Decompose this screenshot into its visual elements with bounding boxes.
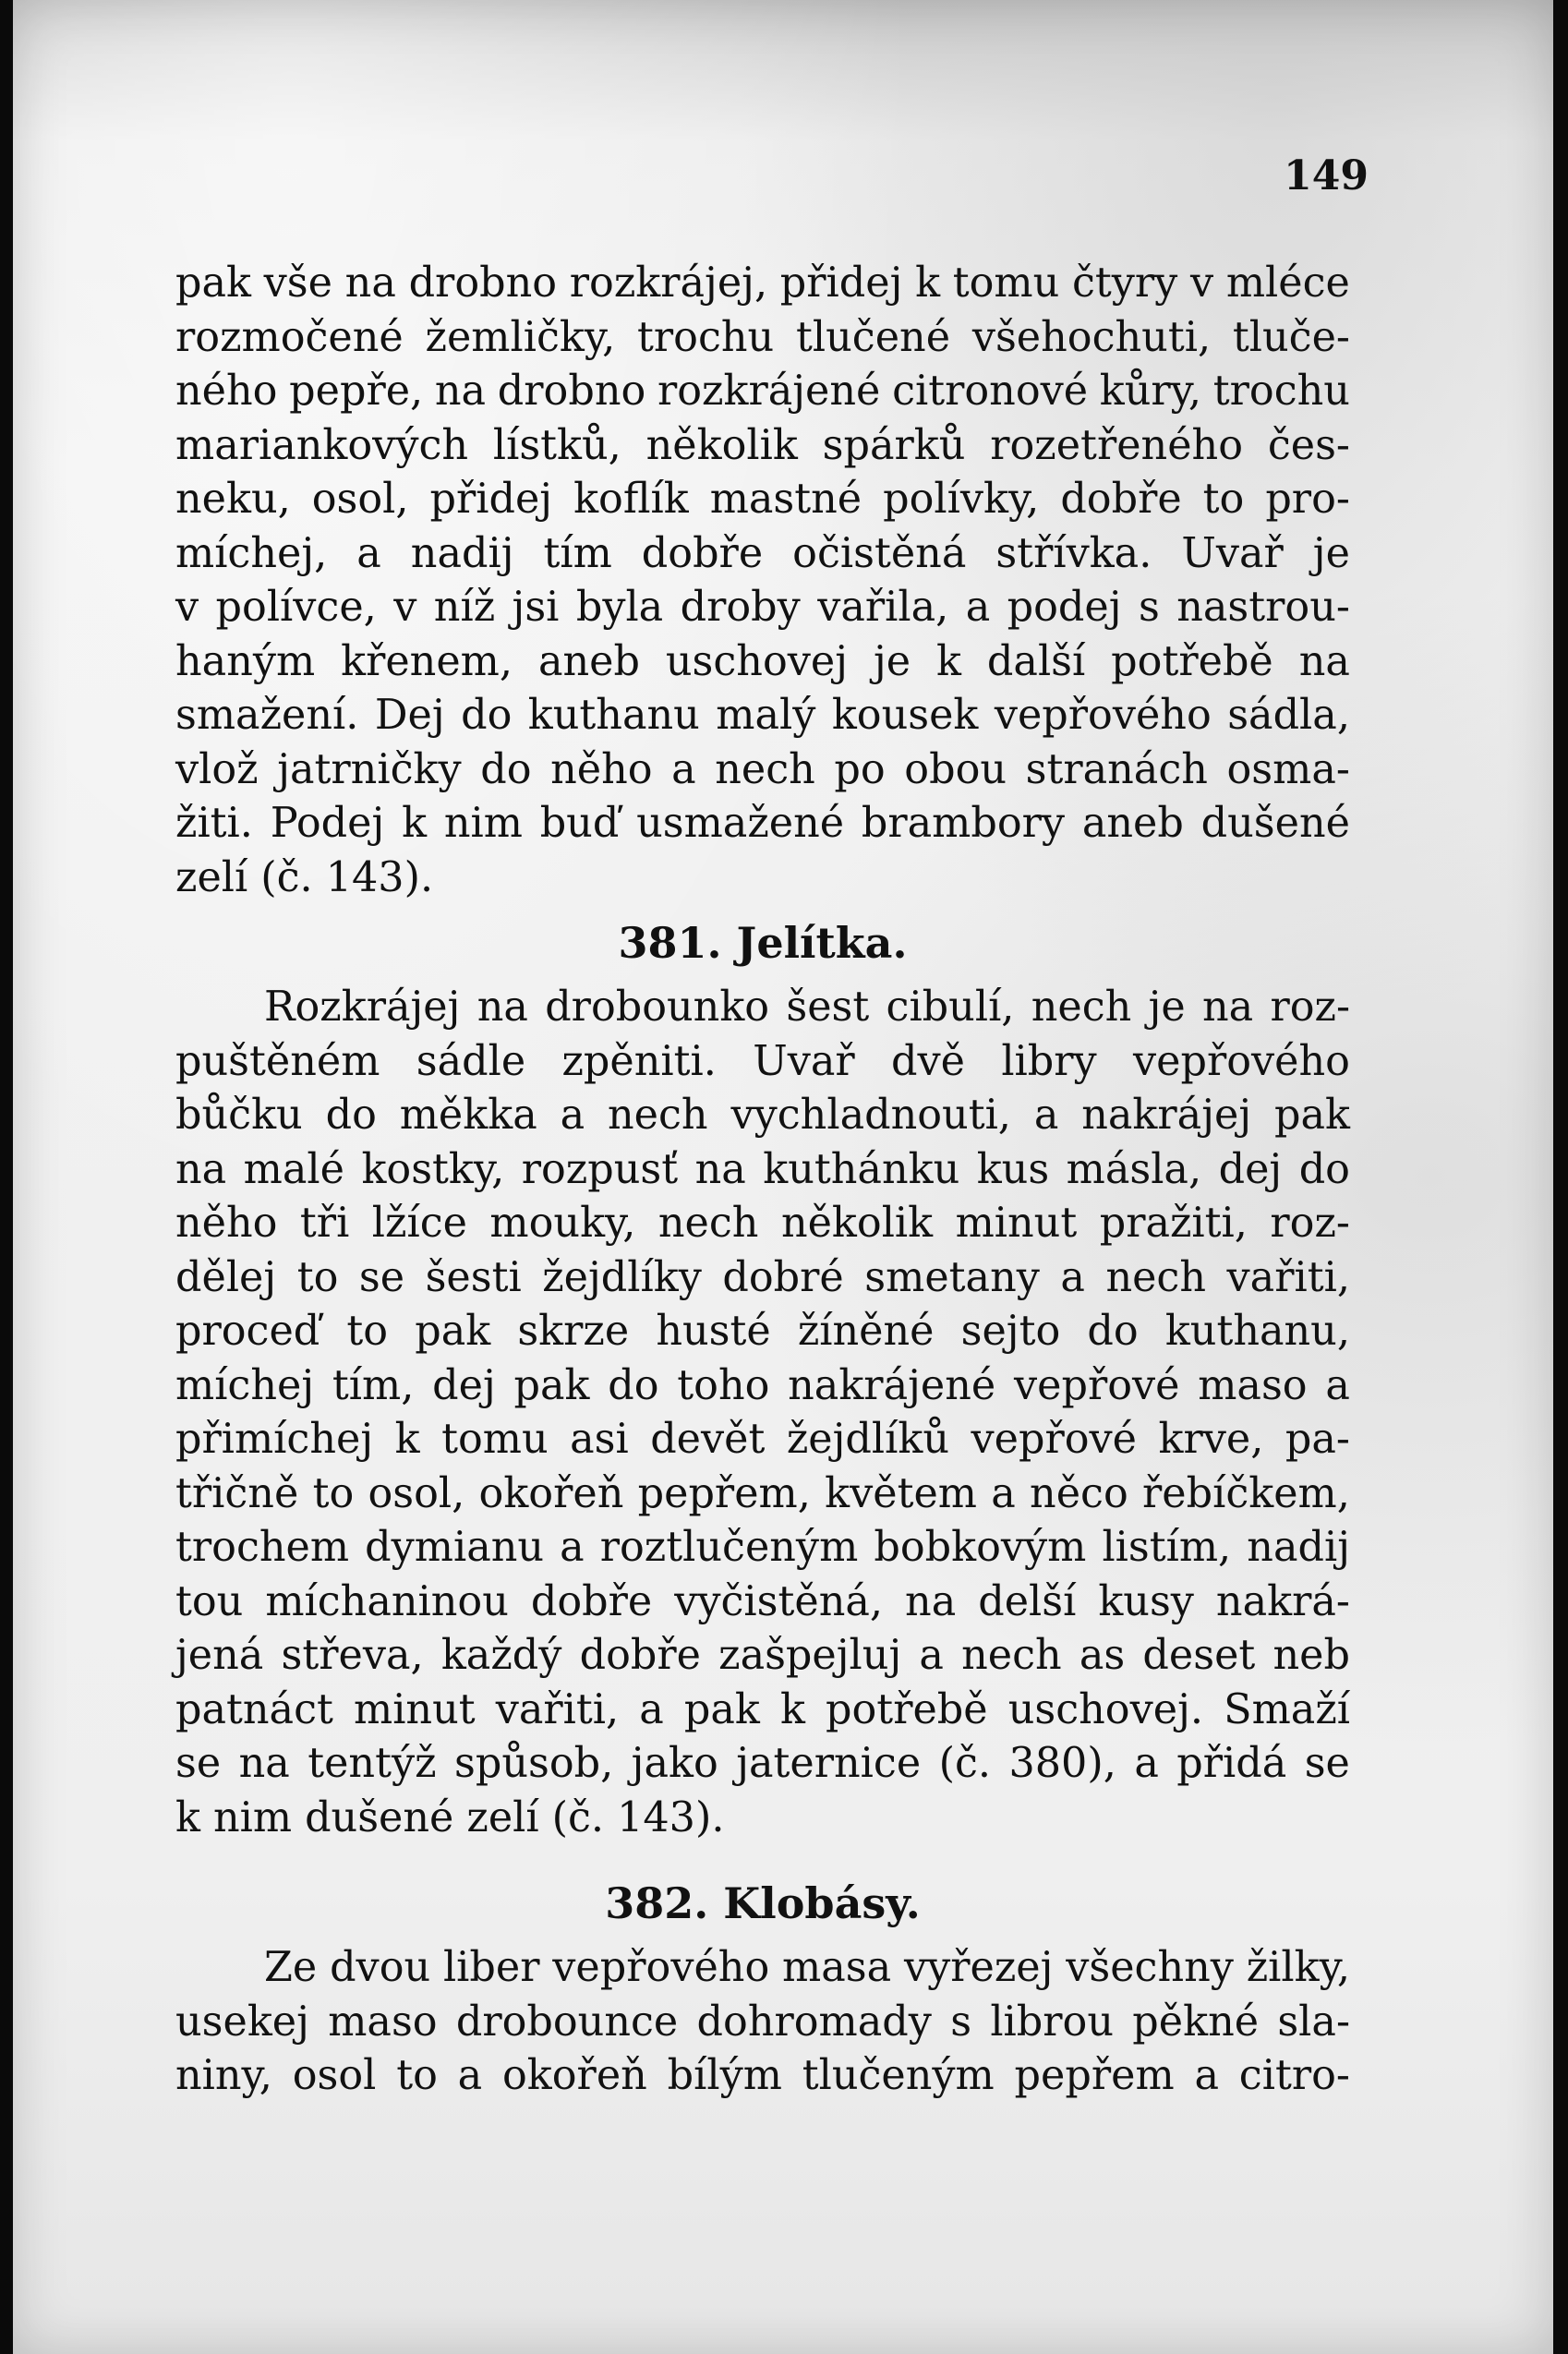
text-line: na malé kostky, rozpusť na kuthánku kus másla, dej do — [175, 1145, 1350, 1193]
section-gap — [175, 1845, 1350, 1865]
text-line: třičně to osol, okořeň pepřem, květem a něco řebíčkem, — [175, 1469, 1350, 1517]
text-line: Ze dvou liber vepřového masa vyřezej všechny žilky, — [264, 1944, 1350, 1991]
section-381-heading: 381. Jelítka. — [618, 918, 908, 968]
book-page — [13, 0, 1553, 2354]
text-line: v polívce, v níž jsi byla droby vařila, a podej s nastrou- — [175, 584, 1350, 631]
text-line: přimíchej k tomu asi devět žejdlíků vepřové krve, pa- — [175, 1416, 1350, 1463]
text-line: něho tři lžíce mouky, nech několik minut pražiti, roz- — [175, 1200, 1350, 1247]
text-line: vlož jatrničky do něho a nech po obou stranách osma- — [175, 745, 1350, 793]
text-line: míchej tím, dej pak do toho nakrájené vepřové maso a — [175, 1361, 1350, 1409]
text-line: rozmočené žemličky, trochu tlučené všehochuti, tluče- — [175, 313, 1350, 361]
text-line: neku, osol, přidej koflík mastné polívky, dobře to pro- — [175, 476, 1350, 523]
text-line: patnáct minut vařiti, a pak k potřebě uschovej. Smaží — [175, 1685, 1350, 1733]
text-line: puštěném sádle zpěniti. Uvař dvě libry vepřového — [175, 1037, 1350, 1085]
text-line: dělej to se šesti žejdlíky dobré smetany a nech vařiti, — [175, 1253, 1350, 1301]
text-line: žiti. Podej k nim buď usmažené brambory aneb dušené — [175, 800, 1350, 847]
text-line: trochem dymianu a roztlučeným bobkovým listím, nadij — [175, 1524, 1350, 1571]
text-line: mariankových lístků, několik spárků rozetřeného čes- — [175, 421, 1350, 469]
text-line: bůčku do měkka a nech vychladnouti, a nakrájej pak — [175, 1092, 1350, 1139]
text-line: jená střeva, každý dobře zašpejluj a nech as deset neb — [175, 1632, 1350, 1679]
text-line: smažení. Dej do kuthanu malý kousek vepřového sádla, — [175, 692, 1350, 739]
text-line: zelí (č. 143). — [175, 853, 434, 901]
continuation-paragraph — [175, 257, 1350, 905]
section-382-paragraph — [175, 1941, 1350, 2104]
text-line: k nim dušené zelí (č. 143). — [175, 1793, 725, 1841]
text-line: usekej maso drobounce dohromady s librou pěkné sla- — [175, 1998, 1350, 2046]
text-line: Rozkrájej na drobounko šest cibulí, nech je na roz- — [264, 984, 1350, 1031]
text-line: míchej, a nadij tím dobře očistěná střívka. Uvař je — [175, 529, 1350, 577]
text-line: niny, osol to a okořeň bílým tlučeným pepřem a citro- — [175, 2052, 1350, 2099]
text-line: haným křenem, aneb uschovej je k další potřebě na — [175, 637, 1350, 685]
text-line: proceď to pak skrze husté žíněné sejto do kuthanu, — [175, 1308, 1350, 1355]
section-381-paragraph — [175, 981, 1350, 1845]
section-382-heading: 382. Klobásy. — [605, 1878, 921, 1928]
text-line: pak vše na drobno rozkrájej, přidej k tomu čtyry v mléce — [175, 260, 1350, 307]
page-text — [175, 257, 1350, 2104]
text-line: tou míchaninou dobře vyčistěná, na delší kusy nakrá- — [175, 1577, 1350, 1625]
page-number: 149 — [1284, 152, 1369, 199]
text-line: ného pepře, na drobno rozkrájené citronové kůry, trochu — [175, 368, 1350, 415]
text-line: se na tentýž spůsob, jako jaternice (č. 380), a přidá se — [175, 1740, 1350, 1787]
